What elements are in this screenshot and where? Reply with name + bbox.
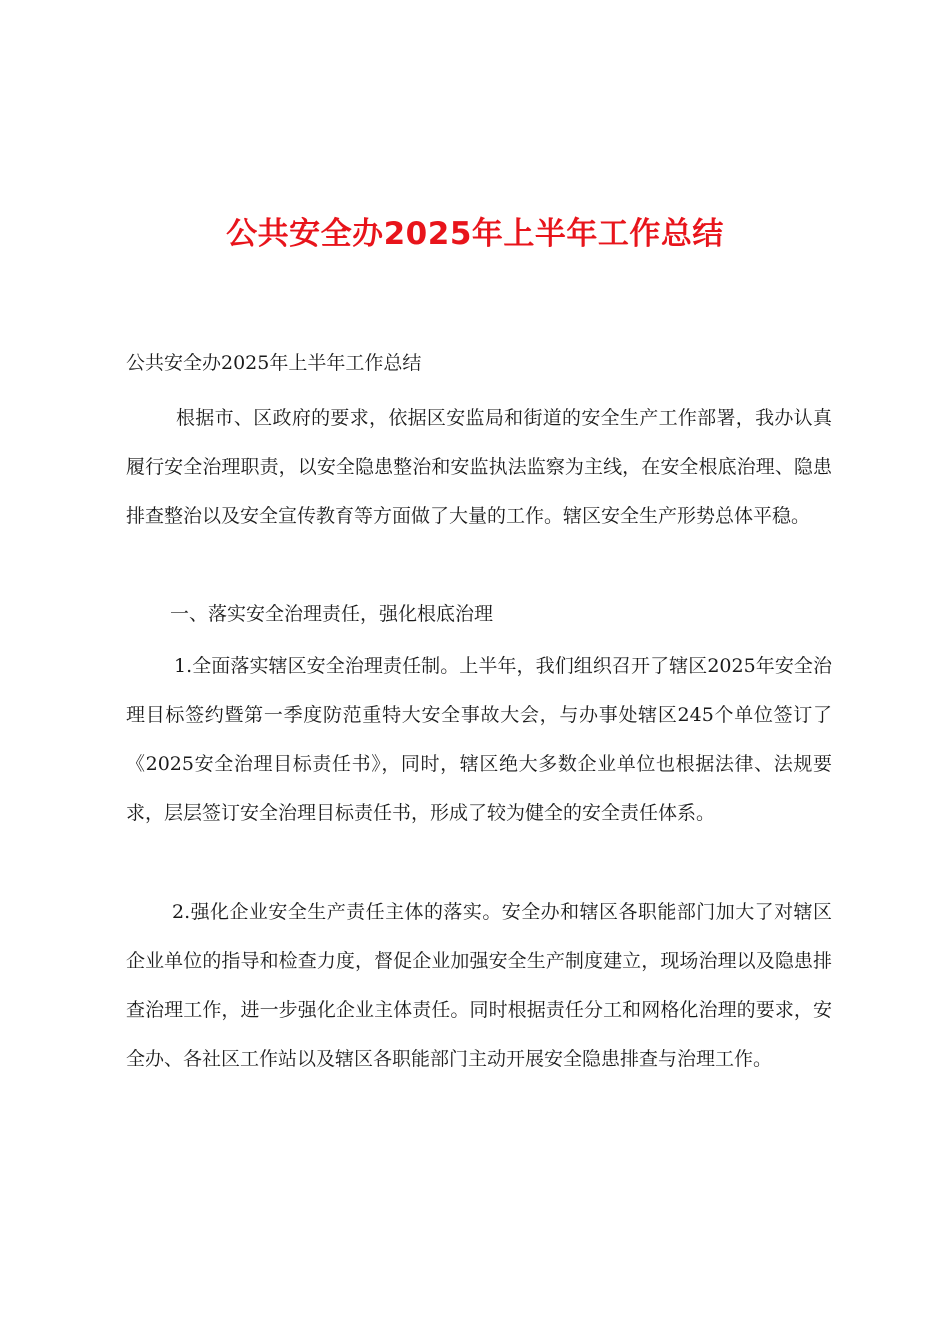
intro-paragraph: 根据市、区政府的要求，依据区安监局和街道的安全生产工作部署，我办认真履行安全治理职责，以安全隐患整治和安监执法监察为主线，在安全根底治理、隐患排查整治以及安全宣传教育等方面做了大量的工作。辖区安全生产形势总体平稳。 xyxy=(126,407,832,527)
document-title: 公共安全办2025年上半年工作总结 xyxy=(226,216,724,252)
item-paragraph-1: 1.全面落实辖区安全治理责任制。上半年，我们组织召开了辖区2025年安全治理目标签约暨第一季度防范重特大安全事故大会，与办事处辖区245个单位签订了《2025安全治理目标责任书》，同时，辖区绝大多数企业单位也根据法律、法规要求，层层签订安全治理目标责任书，形成了较为健全的安全责任体系。 xyxy=(126,655,832,824)
item-paragraph-2: 2.强化企业安全生产责任主体的落实。安全办和辖区各职能部门加大了对辖区企业单位的指导和检查力度，督促企业加强安全生产制度建立，现场治理以及隐患排查治理工作，进一步强化企业主体责任。同时根据责任分工和网格化治理的要求，安全办、各社区工作站以及辖区各职能部门主动开展安全隐患排查与治理工作。 xyxy=(126,901,832,1070)
section-heading: 一、落实安全治理责任，强化根底治理 xyxy=(170,603,494,625)
document-subtitle: 公共安全办2025年上半年工作总结 xyxy=(126,352,422,374)
